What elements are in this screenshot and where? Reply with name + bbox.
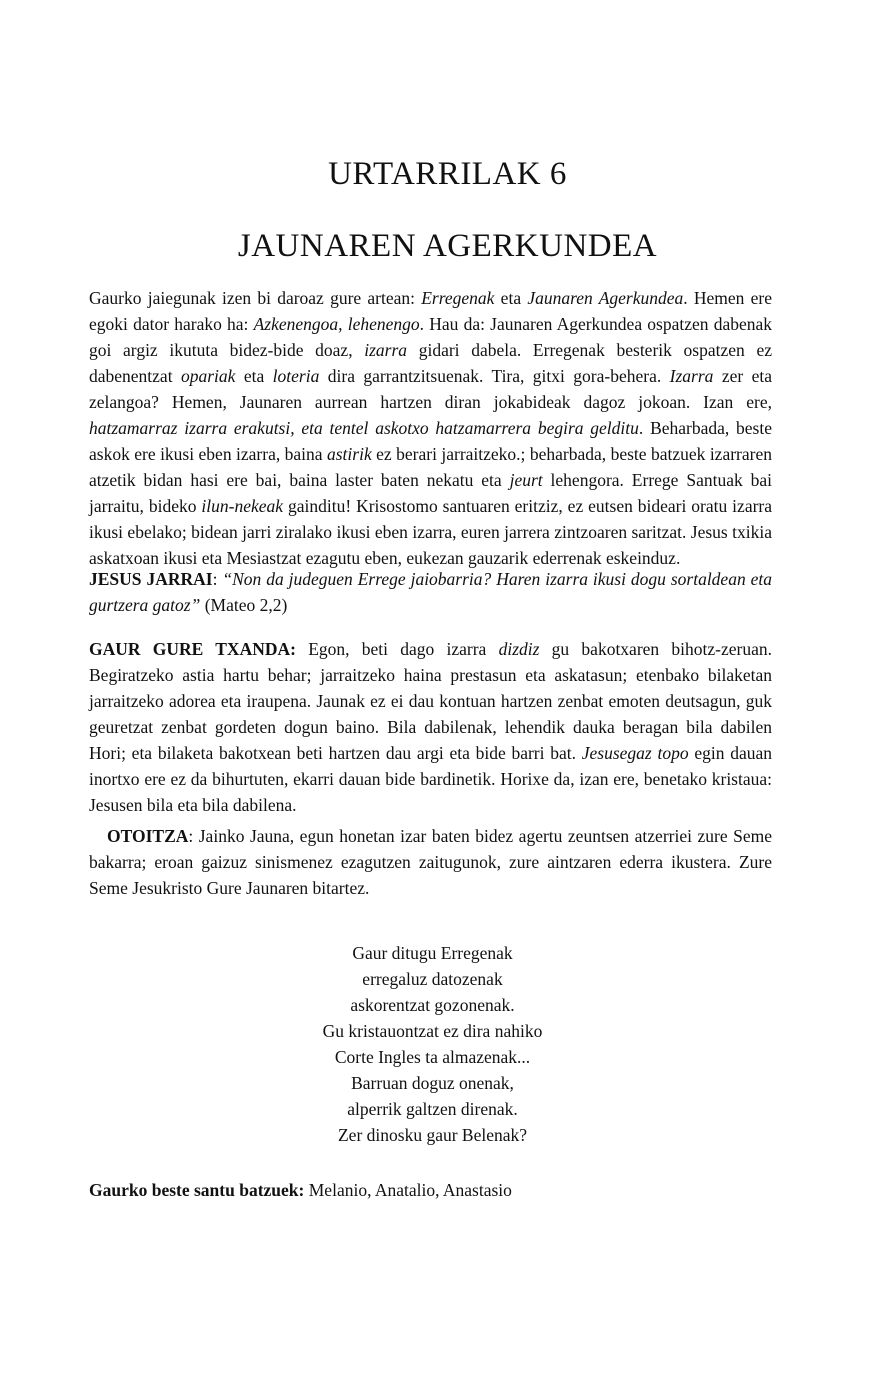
- intro-text: . Beharbada, beste askok ere ikusi eben izarra, baina: [89, 418, 772, 464]
- poem-line: Corte Ingles ta almazenak...: [334, 1047, 531, 1067]
- intro-emphasis: loteria: [272, 366, 320, 386]
- poem-line: Gu kristauontzat ez dira nahiko: [322, 1021, 543, 1041]
- intro-text: zer eta zelangoa? Hemen, Jaunaren aurrean hartzen diran jokabideak dagoz jokoan. Izan ere,: [89, 366, 773, 412]
- poem-line: Zer dinosku gaur Belenak?: [337, 1125, 528, 1145]
- intro-emphasis: astirik: [326, 444, 372, 464]
- jesus-jarrai-quote: “Non da judeguen Errege jaiobarria? Haren izarra ikusi dogu sortaldean eta gurtzera gatoz”: [89, 569, 773, 615]
- otoitza-label: OTOITZA: [107, 826, 189, 846]
- gaur-gure-txanda-label: GAUR GURE TXANDA:: [89, 639, 296, 659]
- intro-text: Gaurko jaiegunak izen bi daroaz gure artean:: [89, 288, 422, 308]
- intro-emphasis: Izarra: [669, 366, 714, 386]
- intro-text: gidari dabela. Erregenak besterik ospatzen ez dabenentzat: [89, 340, 772, 386]
- other-saints-line: [89, 1177, 512, 1203]
- intro-emphasis: hatzamarraz izarra erakutsi, eta tentel askotxo hatzamarrera begira gelditu: [89, 418, 639, 438]
- gaur-text: Egon, beti dago izarra: [295, 639, 499, 659]
- poem-line: Barruan doguz onenak,: [351, 1073, 514, 1093]
- intro-text: . Hau da: Jaunaren Agerkundea ospatzen dabenak goi argiz ikututa bidez-bide doaz,: [89, 314, 773, 360]
- intro-text: ez berari jarraitzeko.; beharbada, beste batzuek izarraren atzetik bidan hasi ere bai, baina laster baten nekatu eta: [89, 444, 772, 490]
- jesus-jarrai-colon: :: [212, 569, 223, 589]
- intro-emphasis: Erregenak: [421, 288, 495, 308]
- gaur-text: gu bakotxaren bihotz-zeruan. Begiratzeko astia hartu behar; jarraitzeko haina prestasun eta askatasun; etenbako bilaketan jarraitzeko adorea eta iraupena. Jaunak ez ei dau kontuan hartzen zenbat emoten deutsagun, guk geuretzat zenbat gordeten dogun baino. Bila dabilenak, lehendik dauka beragan bila dabilen Hori; eta bilaketa bakotxean beti hartzen dau argi eta bide barri bat.: [89, 639, 772, 763]
- otoitza-text: : Jainko Jauna, egun honetan izar baten bidez agertu zeuntsen atzerriei zure Seme bakarra; eroan gaizuz sinismenez ezagutzen zaitugunok, zure aintzaren ederra ikustera. Zure Seme Jesukristo Gure Jaunaren bitartez.: [89, 826, 772, 898]
- intro-emphasis: ilun-nekeak: [201, 496, 284, 516]
- poem-line: Gaur ditugu Erregenak: [352, 943, 513, 963]
- intro-emphasis: Azkenengoa, lehenengo: [253, 314, 420, 334]
- intro-text: eta: [494, 288, 528, 308]
- jesus-jarrai-label: JESUS JARRAI: [89, 569, 213, 589]
- intro-text: gainditu! Krisostomo santuaren eritziz, ez eutsen bideari oratu izarra ikusi ebelako; bidean jarri ziralako ikusi eben izarra, euren jarrera zintzoaren saritzat. Jesus txikia askatxoan ikusi eta Mesiastzat ezagutu eben, eukezan gauzarik ederrenak eskeinduz.: [89, 496, 773, 568]
- intro-emphasis: jeurt: [509, 470, 543, 490]
- poem: [0, 940, 865, 1148]
- other-saints-label: Gaurko beste santu batzuek:: [89, 1180, 305, 1200]
- feast-heading: JAUNAREN AGERKUNDEA: [237, 228, 658, 264]
- gaur-gure-txanda-paragraph: [89, 636, 772, 818]
- gaur-emphasis: Jesusegaz topo: [581, 743, 689, 763]
- otoitza-paragraph: [89, 823, 772, 901]
- intro-text: dira garrantzitsuenak. Tira, gitxi gora-behera.: [319, 366, 670, 386]
- intro-text: eta: [235, 366, 273, 386]
- poem-line: askorentzat gozonenak.: [350, 995, 515, 1015]
- gaur-text: egin dauan inortxo ere ez da bihurtuten, ekarri dauan bide bardinetik. Horixe da, izan ere, benetako kristaua: Jesusen bila eta bila dabilena.: [89, 743, 772, 815]
- intro-text: lehengora. Errege Santuak bai jarraitu, bideko: [89, 470, 772, 516]
- intro-emphasis: opariak: [180, 366, 236, 386]
- intro-emphasis: Jaunaren Agerkundea: [527, 288, 684, 308]
- other-saints-names: Melanio, Anatalio, Anastasio: [304, 1180, 512, 1200]
- gaur-emphasis: dizdiz: [498, 639, 540, 659]
- intro-text: . Hemen ere egoki dator harako ha:: [89, 288, 772, 334]
- jesus-jarrai-paragraph: [89, 566, 772, 618]
- intro-paragraph: [89, 285, 772, 571]
- date-heading: URTARRILAK 6: [328, 156, 567, 192]
- jesus-jarrai-reference: (Mateo 2,2): [200, 595, 288, 615]
- poem-line: alperrik galtzen direnak.: [347, 1099, 518, 1119]
- poem-line: erregaluz datozenak: [362, 969, 503, 989]
- intro-emphasis: izarra: [364, 340, 408, 360]
